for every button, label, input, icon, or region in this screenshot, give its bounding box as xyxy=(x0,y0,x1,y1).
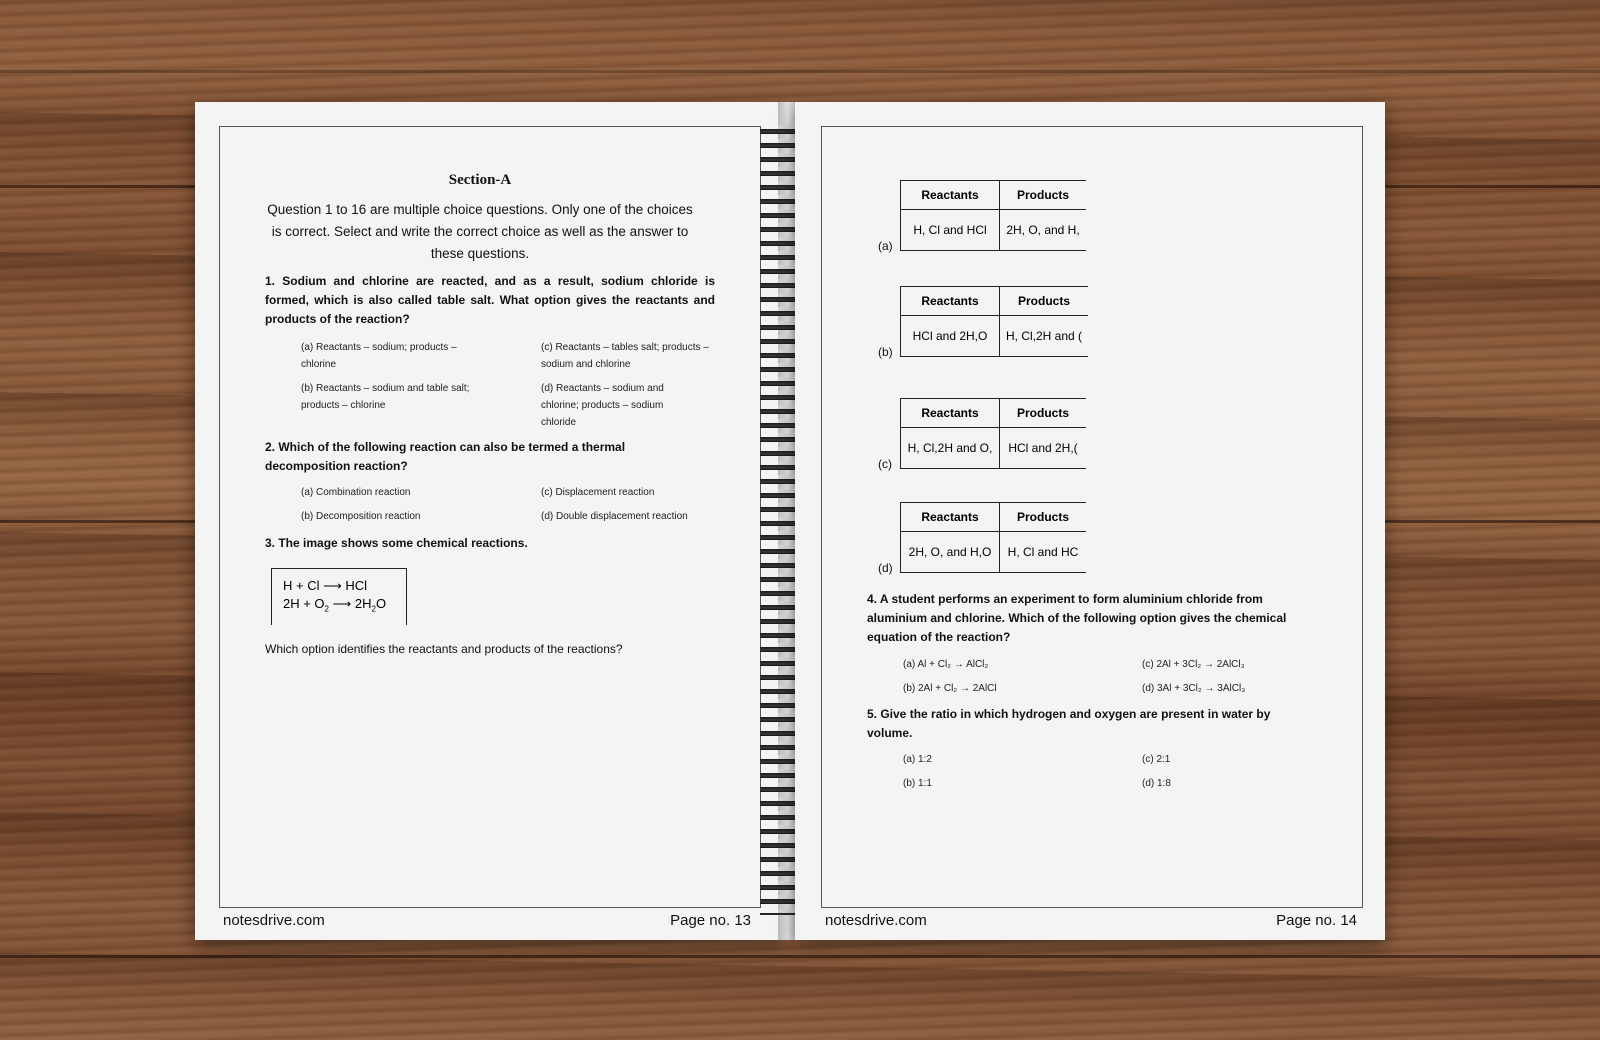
q5-option-c: (c) 2:1 xyxy=(1142,754,1171,765)
question-4: 4. A student performs an experiment to form aluminium chloride from aluminium and chlorine. Which of the following option gives the chemical equation of the reaction? xyxy=(867,592,1287,644)
footer-page-number: Page no. 14 xyxy=(1276,912,1357,929)
footer-site: notesdrive.com xyxy=(825,912,927,929)
question-1: 1. Sodium and chlorine are reacted, and as a result, sodium chloride is formed, which is also called table salt. What option gives the reactants and products of the reaction? xyxy=(265,274,715,326)
q4-option-d: (d) 3Al + 3Cl₂ → 3AlCl₃ xyxy=(1142,683,1246,694)
cell-products: H, Cl,2H and ( xyxy=(1000,316,1089,357)
cell-reactants: H, Cl and HCl xyxy=(901,210,1000,251)
cell-reactants: HCl and 2H,O xyxy=(901,316,1000,357)
q5-option-d: (d) 1:8 xyxy=(1142,778,1171,789)
q4-option-b: (b) 2Al + Cl₂ → 2AlCl xyxy=(903,683,997,694)
q1-option-b: (b) Reactants – sodium and table salt; products – chlorine xyxy=(301,383,470,411)
notebook-page-left xyxy=(195,102,785,940)
question-3-followup: Which option identifies the reactants and products of the reactions? xyxy=(265,642,623,656)
header-reactants: Reactants xyxy=(901,503,1000,532)
q4-option-c: (c) 2Al + 3Cl₂ → 2AlCl₃ xyxy=(1142,659,1245,670)
option-table-d xyxy=(900,502,1086,573)
arrow-icon: ⟶ xyxy=(323,578,342,593)
table-d-label: (d) xyxy=(878,561,893,575)
table-b-label: (b) xyxy=(878,345,893,359)
cell-reactants: 2H, O, and H,O xyxy=(901,532,1000,573)
q1-option-d: (d) Reactants – sodium and chlorine; products – sodium chloride xyxy=(541,383,664,428)
equation-1: H + Cl ⟶ HCl xyxy=(283,578,368,593)
q2-option-c: (c) Displacement reaction xyxy=(541,487,655,498)
footer-site: notesdrive.com xyxy=(223,912,325,929)
notebook-page-right xyxy=(795,102,1385,940)
q5-option-b: (b) 1:1 xyxy=(903,778,932,789)
equation-2: $2H + O_2$ ⟶ $2H_2O$ xyxy=(283,596,387,614)
arrow-icon: ⟶ xyxy=(332,596,352,611)
section-intro: Question 1 to 16 are multiple choice questions. Only one of the choices is correct. Select and write the correct choice as well as the answer to these questions. xyxy=(267,202,693,261)
q2-option-a: (a) Combination reaction xyxy=(301,487,411,498)
table-a-label: (a) xyxy=(878,239,893,253)
header-products: Products xyxy=(1000,181,1087,210)
cell-products: H, Cl and HC xyxy=(1000,532,1087,573)
header-products: Products xyxy=(1000,503,1087,532)
q5-option-a: (a) 1:2 xyxy=(903,754,932,765)
header-products: Products xyxy=(1000,399,1087,428)
cell-products: HCl and 2H,( xyxy=(1000,428,1087,469)
cell-products: 2H, O, and H, xyxy=(1000,210,1087,251)
header-reactants: Reactants xyxy=(901,399,1000,428)
header-products: Products xyxy=(1000,287,1089,316)
question-3: 3. The image shows some chemical reactions. xyxy=(265,536,528,550)
footer-page-number: Page no. 13 xyxy=(670,912,751,929)
q4-option-a: (a) Al + Cl₂ → AlCl₂ xyxy=(903,659,989,670)
equation-box xyxy=(271,568,407,625)
cell-reactants: H, Cl,2H and O, xyxy=(901,428,1000,469)
q1-option-c: (c) Reactants – tables salt; products – sodium and chlorine xyxy=(541,342,709,370)
q1-option-a: (a) Reactants – sodium; products – chlorine xyxy=(301,342,457,370)
option-table-c xyxy=(900,398,1086,469)
option-table-b xyxy=(900,286,1088,357)
option-table-a xyxy=(900,180,1086,251)
q2-option-d: (d) Double displacement reaction xyxy=(541,511,688,522)
header-reactants: Reactants xyxy=(901,287,1000,316)
question-5: 5. Give the ratio in which hydrogen and oxygen are present in water by volume. xyxy=(867,707,1271,740)
section-title: Section-A xyxy=(448,172,512,188)
header-reactants: Reactants xyxy=(901,181,1000,210)
table-c-label: (c) xyxy=(878,457,892,471)
question-2: 2. Which of the following reaction can also be termed a thermal decomposition reaction? xyxy=(265,440,626,473)
q2-option-b: (b) Decomposition reaction xyxy=(301,511,421,522)
